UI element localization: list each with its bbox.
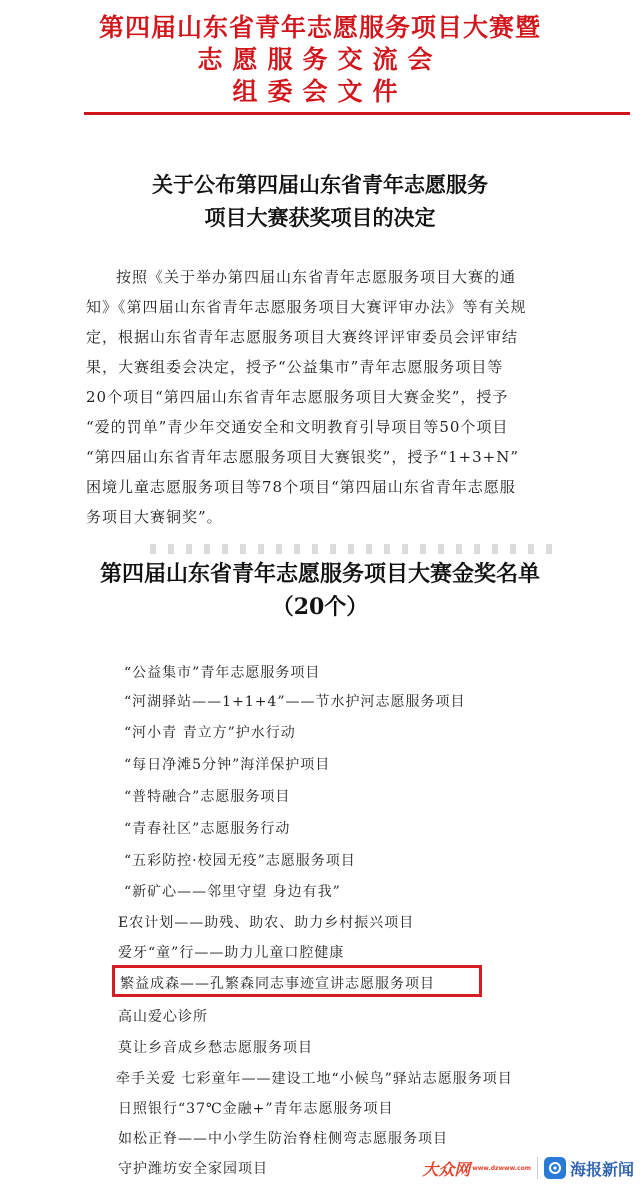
haibao-logo-text: 海报新闻 — [569, 1159, 634, 1179]
header-line-1: 第四届山东省青年志愿服务项目大赛暨 — [98, 13, 541, 42]
header-line-3: 组委会文件 — [232, 77, 408, 106]
body-line: 知》《第四届山东省青年志愿服务项目大赛评审办法》等有关规 — [86, 298, 527, 316]
body-line: 困境儿童志愿服务项目等78个项目“第四届山东省青年志愿服 — [86, 478, 516, 496]
document-title — [0, 168, 640, 234]
list-item: “五彩防控·校园无疫”志愿服务项目 — [124, 853, 356, 869]
dazhong-watermark — [422, 1157, 531, 1180]
list-item: “普特融合”志愿服务项目 — [124, 789, 291, 805]
list-item: 莫让乡音成乡愁志愿服务项目 — [118, 1040, 313, 1056]
title-line-2: 项目大赛获奖项目的决定 — [204, 205, 436, 230]
list-item: 如松正脊——中小学生防治脊柱侧弯志愿服务项目 — [118, 1131, 448, 1147]
list-item: 守护潍坊安全家园项目 — [118, 1161, 268, 1177]
list-item: “河湖驿站——1+1+4”——节水护河志愿服务项目 — [124, 694, 466, 710]
body-line: 定，根据山东省青年志愿服务项目大赛终评评审委员会评审结 — [86, 328, 519, 346]
header-red-rule — [84, 112, 630, 115]
body-paragraph — [86, 262, 566, 532]
gold-list-title — [0, 558, 640, 624]
list-item: 牵手关爱 七彩童年——建设工地“小候鸟”驿站志愿服务项目 — [116, 1071, 513, 1087]
body-line: 按照《关于举办第四届山东省青年志愿服务项目大赛的通 — [116, 268, 517, 286]
dazhong-logo-text: 大众网 — [422, 1159, 471, 1179]
list-item-highlighted: 繁益成森——孔繁森同志事迹宣讲志愿服务项目 — [120, 976, 435, 992]
haibao-watermark — [544, 1157, 634, 1180]
body-line: 果，大赛组委会决定，授予“公益集市”青年志愿服务项目等 — [86, 358, 504, 376]
list-item: 爱牙“童”行——助力儿童口腔健康 — [118, 945, 345, 961]
header-line-2: 志愿服务交流会 — [197, 45, 443, 74]
watermark-divider — [537, 1157, 538, 1179]
title-line-1: 关于公布第四届山东省青年志愿服务 — [152, 172, 488, 197]
list-item: “公益集市”青年志愿服务项目 — [124, 665, 321, 681]
list-item: “每日净滩5分钟”海洋保护项目 — [124, 757, 331, 773]
haibao-logo-icon — [544, 1157, 566, 1179]
page-cut-divider — [150, 544, 560, 554]
body-line: “爱的罚单”青少年交通安全和文明教育引导项目等50个项目 — [86, 418, 509, 436]
list-item: “河小青 青立方”护水行动 — [124, 725, 296, 741]
watermark — [422, 1153, 634, 1183]
gold-list-title-line-2: （20个） — [271, 594, 369, 620]
highlight-box — [112, 965, 482, 997]
body-line: 20个项目“第四届山东省青年志愿服务项目大赛金奖”，授予 — [86, 388, 509, 406]
list-item: 日照银行“37℃金融+”青年志愿服务项目 — [118, 1101, 394, 1117]
dazhong-url: www.dzwww.com — [472, 1164, 531, 1172]
list-item: “新矿心——邻里守望 身边有我” — [124, 884, 341, 900]
body-line: “第四届山东省青年志愿服务项目大赛银奖”，授予“1+3+N” — [86, 448, 520, 466]
document-header — [0, 12, 640, 108]
list-item: E农计划——助残、助农、助力乡村振兴项目 — [118, 915, 415, 931]
gold-list-title-line-1: 第四届山东省青年志愿服务项目大赛金奖名单 — [99, 561, 540, 587]
body-line: 务项目大赛铜奖”。 — [86, 508, 223, 526]
list-item: 高山爱心诊所 — [118, 1009, 208, 1025]
list-item: “青春社区”志愿服务行动 — [124, 821, 291, 837]
